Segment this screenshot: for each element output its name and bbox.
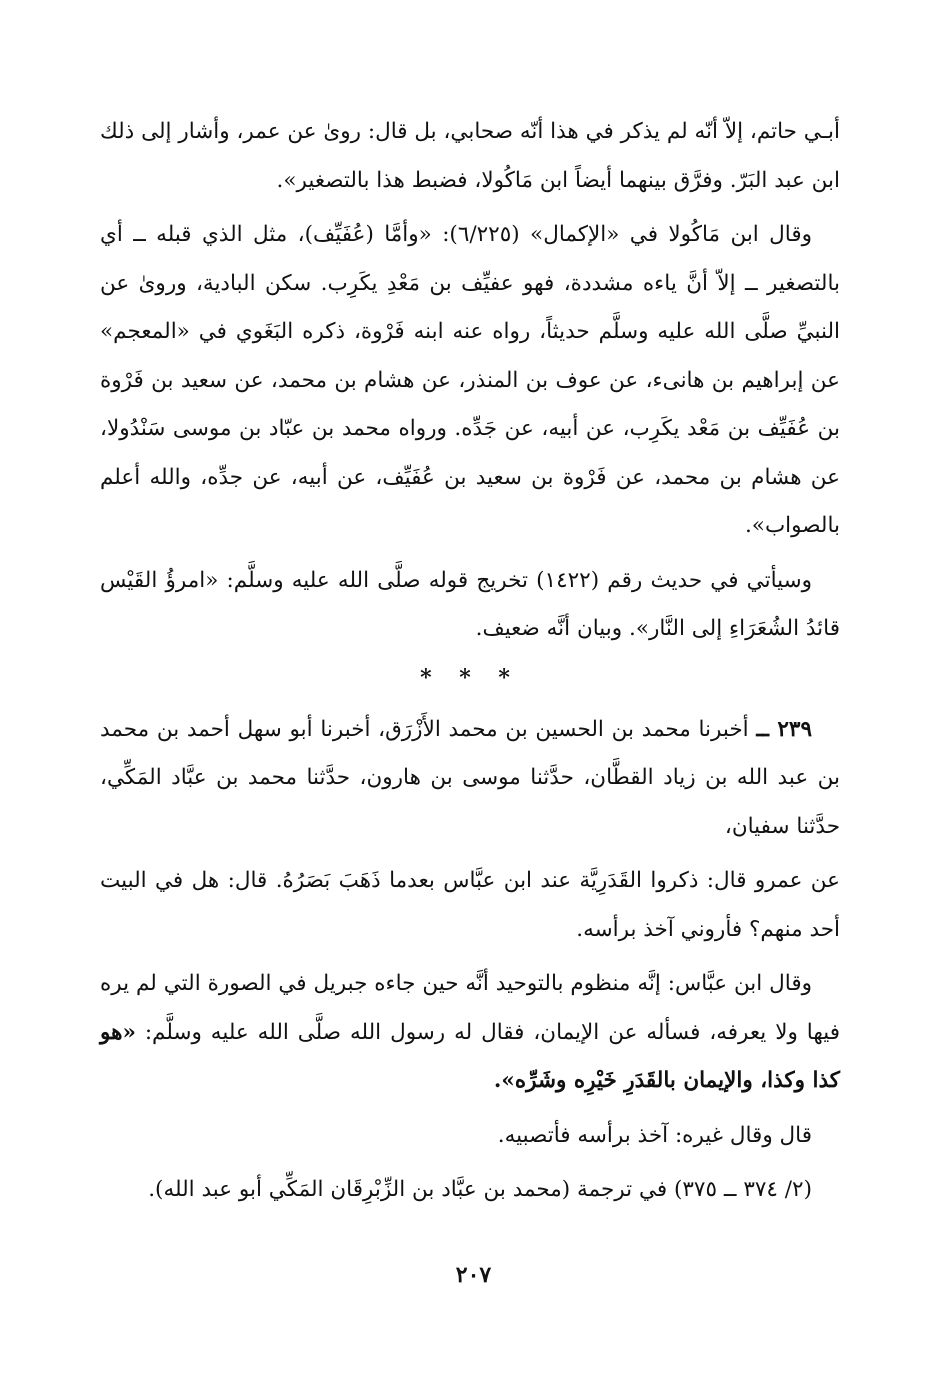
hadith-number: ٢٣٩ ــ xyxy=(756,716,813,742)
hadith-matn-2-quote: «هو كذا وكذا، والإيمان بالقَدَرِ خَيْرِه وشَرِّه». xyxy=(100,1019,840,1093)
page-body xyxy=(100,108,840,1221)
hadith-isnad-paragraph xyxy=(100,706,840,852)
hadith-matn-3: قال وقال غيره: آخذ برأسه فأتصبيه. xyxy=(497,1122,812,1148)
hadith-matn-2 xyxy=(100,960,840,1106)
hadith-matn-2-text: وقال ابن عبَّاس: إنَّه منظوم بالتوحيد أنَّه حين جاءه جبريل في الصورة التي لم يره فيها ولا يعرفه، فسأله عن الإيمان، فقال له رسول الله صلَّى الله عليه وسلَّم: xyxy=(100,971,840,1045)
paragraph-2: وقال ابن مَاكُولا في «الإكمال» (٦/٢٢٥): «وأمَّا (عُفَيِّف)، مثل الذي قبله ــ أي بالتصغير ــ إلاّ أنَّ ياءه مشددة، فهو عفيِّف بن مَعْدِ يكَرِب. سكن البادية، وروىٰ عن النبيِّ صلَّى الله عليه وسلَّم حديثاً، رواه عنه ابنه فَرْوة، ذكره البَغَوي في «المعجم» عن إبراهيم بن هانىء، عن عوف بن المنذر، عن هشام بن محمد، عن سعيد بن فَرْوة بن عُفَيِّف بن مَعْد يكَرِب، عن أبيه، عن جَدِّه. ورواه محمد بن عبّاد بن موسى سَنْدُولا، عن هشام بن محمد، عن فَرْوة بن سعيد بن عُفَيِّف، عن أبيه، عن جدِّه، والله أعلم بالصواب». xyxy=(100,222,840,538)
hadith-isnad: أخبرنا محمد بن الحسين بن محمد الأَزْرَق، أخبرنا أبو سهل أحمد بن محمد بن عبد الله بن زياد القطَّان، حدَّثنا موسى بن هارون، حدَّثنا محمد بن عبَّاد المَكِّي، حدَّثنا سفيان، xyxy=(100,716,840,839)
hadith-reference: (٢/ ٣٧٤ ــ ٣٧٥) في ترجمة (محمد بن عبَّاد بن الزِّبْرِقَان المَكِّي أبو عبد الله). xyxy=(148,1177,812,1202)
hadith-matn-1: عن عمرو قال: ذكروا القَدَرِيَّة عند ابن عبَّاس بعدما ذَهَبَ بَصَرُهُ. قال: هل في البيت أحد منهم؟ فأروني آخذ برأسه. xyxy=(100,868,840,942)
section-separator: * * * xyxy=(420,664,520,691)
page-number: ٢٠٧ xyxy=(455,1262,492,1288)
paragraph-1: أبـي حاتم، إلاّ أنّه لم يذكر في هذا أنّه صحابي، بل قال: روىٰ عن عمر، وأشار إلى ذلك ابن عبد البَرّ. وفرَّق بينهما أيضاً ابن مَاكُولا، فضبط هذا بالتصغير». xyxy=(100,119,840,193)
paragraph-3: وسيأتي في حديث رقم (١٤٢٢) تخريج قوله صلَّى الله عليه وسلَّم: «امرؤُ القَيْس قائدُ الشُعَرَاءِ إلى النَّار». وبيان أنَّه ضعيف. xyxy=(100,567,840,641)
